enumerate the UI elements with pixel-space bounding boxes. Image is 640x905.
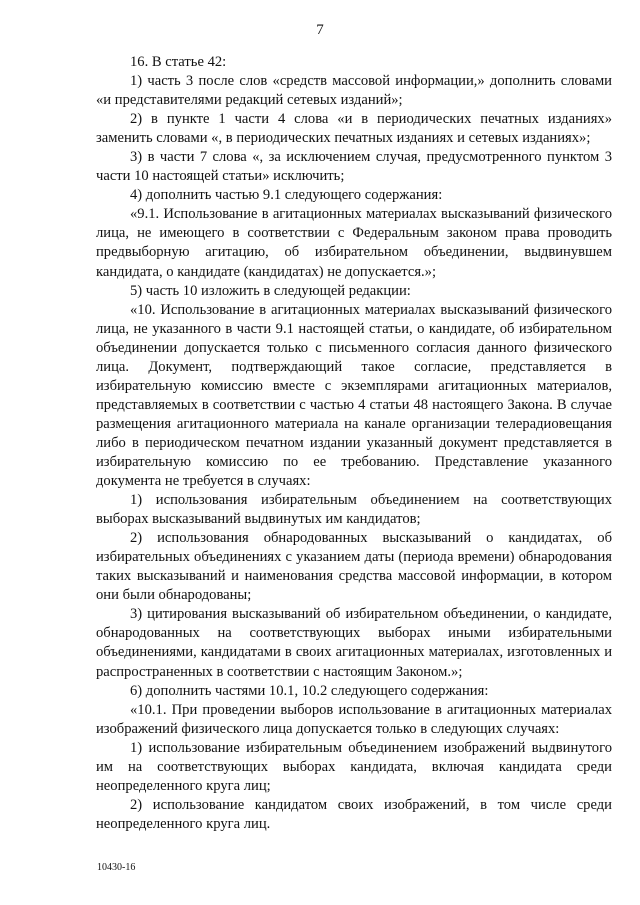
paragraph: 5) часть 10 изложить в следующей редакции: (130, 282, 411, 299)
paragraph: 1) использования избирательным объединением на соответствующих выборах высказываний выдвинутых им кандидатов; (96, 492, 612, 528)
paragraph: 6) дополнить частями 10.1, 10.2 следующего содержания: (130, 682, 489, 699)
paragraph: «10.1. При проведении выборов использование в агитационных материалах изображений физического лица допускается только в следующих случаях: (96, 701, 612, 737)
paragraph: 2) использования обнародованных высказываний о кандидатах, об избирательных объединениях с указанием даты (периода времени) обнародования таких высказываний и наименования средства массовой информации, в котором они были обнародованы; (96, 530, 612, 604)
page-number: 7 (316, 22, 324, 38)
paragraph: 4) дополнить частью 9.1 следующего содержания: (130, 187, 443, 204)
paragraph: 16. В статье 42: (130, 54, 227, 70)
paragraph: 1) часть 3 после слов «средств массовой информации,» дополнить словами «и представителями редакций сетевых изданий»; (96, 73, 612, 109)
paragraph: «10. Использование в агитационных материалах высказываний физического лица, не указанного в части 9.1 настоящей статьи, о кандидате, об избирательном объединении допускается только с письменного согласия данного физического лица. Документ, подтверждающий такое согласие, представляется в избирательную комиссию вместе с экземплярами агитационных материалов, представляемых в соответствии с частью 4 статьи 48 настоящего Закона. В случае размещения агитационного материала на канале организации телерадиовещания либо в периодическом печатном издании указанный документ представляется в избирательную комиссию по ее требованию. Представление указанного документа не требуется в случаях: (96, 301, 612, 490)
paragraph: 2) использование кандидатом своих изображений, в том числе среди неопределенного круга лиц. (96, 796, 612, 832)
paragraph: 3) в части 7 слова «, за исключением случая, предусмотренного пунктом 3 части 10 настоящей статьи» исключить; (96, 149, 612, 185)
paragraph: 2) в пункте 1 части 4 слова «и в периодических печатных изданиях» заменить словами «, в периодических печатных изданиях и сетевых изданиях»; (96, 111, 612, 147)
paragraph: 1) использование избирательным объединением изображений выдвинутого им на соответствующих выборах кандидата, включая кандидата среди неопределенного круга лиц; (96, 739, 612, 794)
document-code: 10430-16 (97, 862, 136, 873)
paragraph: 3) цитирования высказываний об избирательном объединении, о кандидате, обнародованных на соответствующих выборах иными избирательными объединениями, кандидатами в своих агитационных материалах, изготовленных и распространенных в соответствии с настоящим Законом.»; (96, 606, 612, 680)
paragraph: «9.1. Использование в агитационных материалах высказываний физического лица, не имеющего в соответствии с Федеральным законом права проводить предвыборную агитацию, об избирательном объединении, выдвинувшем кандидата, о кандидате (кандидатах) не допускается.»; (96, 206, 612, 280)
document-body (96, 53, 612, 834)
